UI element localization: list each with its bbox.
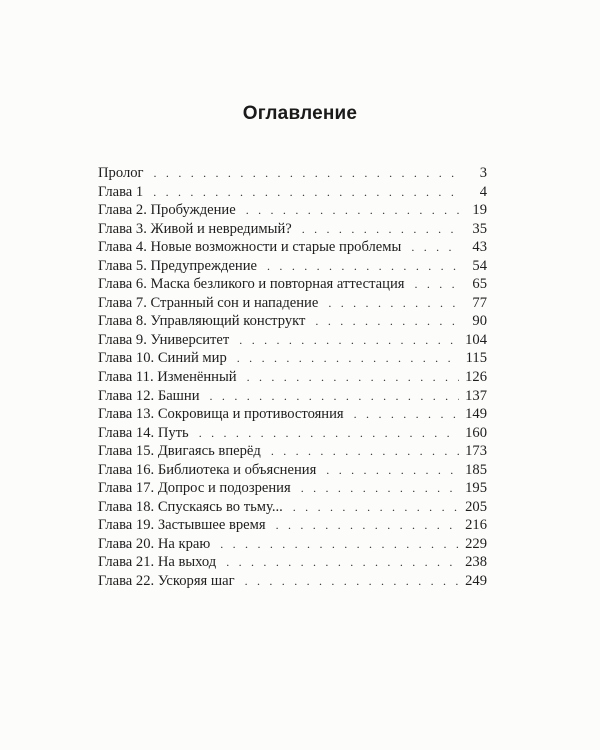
toc-entry-page-number: 185	[465, 461, 487, 478]
table-of-contents	[98, 164, 487, 591]
toc-entry-page-number: 77	[472, 294, 487, 311]
toc-entry	[98, 535, 487, 554]
toc-entry-title: Глава 16. Библиотека и объяснения	[98, 461, 317, 478]
dot-leader	[210, 387, 459, 406]
dot-leader	[246, 201, 459, 220]
dot-leader	[302, 220, 459, 239]
toc-entry	[98, 275, 487, 294]
toc-entry-title: Глава 9. Университет	[98, 331, 230, 348]
toc-entry-page-number: 115	[465, 350, 487, 367]
toc-entry-page-number: 90	[472, 313, 487, 330]
toc-entry-page-number: 19	[472, 202, 487, 219]
toc-entry-title: Глава 7. Странный сон и нападение	[98, 294, 319, 311]
toc-entry-title: Глава 2. Пробуждение	[98, 202, 236, 219]
dot-leader	[301, 479, 459, 498]
toc-entry-title: Глава 5. Предупреждение	[98, 257, 258, 274]
toc-entry	[98, 331, 487, 350]
toc-entry-title: Глава 6. Маска безликого и повторная аттестация	[98, 276, 405, 293]
toc-entry-title: Глава 11. Изменённый	[98, 369, 237, 386]
dot-leader	[328, 294, 459, 313]
toc-entry-page-number: 54	[472, 257, 487, 274]
toc-entry-title: Глава 13. Сокровища и противостояния	[98, 406, 344, 423]
toc-entry-title: Глава 22. Ускоряя шаг	[98, 573, 235, 590]
page-title: Оглавление	[242, 103, 358, 124]
toc-entry-page-number: 43	[472, 239, 487, 256]
dot-leader	[315, 312, 459, 331]
dot-leader	[276, 516, 459, 535]
toc-entry-page-number: 4	[479, 183, 487, 200]
toc-entry-title: Пролог	[98, 165, 144, 181]
toc-entry-page-number: 249	[465, 573, 487, 590]
toc-entry	[98, 349, 487, 368]
toc-entry	[98, 312, 487, 331]
dot-leader	[354, 405, 459, 424]
toc-entry-title: Глава 21. На выход	[98, 554, 217, 571]
toc-entry	[98, 461, 487, 480]
dot-leader	[271, 442, 459, 461]
toc-entry-page-number: 3	[479, 165, 487, 181]
toc-entry-page-number: 216	[465, 517, 487, 534]
dot-leader	[154, 164, 459, 183]
dot-leader	[239, 331, 459, 350]
toc-entry	[98, 387, 487, 406]
toc-entry-title: Глава 17. Допрос и подозрения	[98, 480, 291, 497]
toc-entry	[98, 424, 487, 443]
toc-entry-page-number: 104	[465, 331, 487, 348]
toc-entry	[98, 164, 487, 183]
toc-entry	[98, 201, 487, 220]
toc-entry-title: Глава 3. Живой и невредимый?	[98, 220, 292, 237]
dot-leader	[247, 368, 459, 387]
toc-entry	[98, 553, 487, 572]
toc-entry	[98, 479, 487, 498]
toc-entry-title: Глава 12. Башни	[98, 387, 200, 404]
dot-leader	[237, 349, 459, 368]
toc-entry-title: Глава 1	[98, 183, 144, 200]
toc-entry	[98, 516, 487, 535]
toc-entry	[98, 294, 487, 313]
toc-entry	[98, 238, 487, 257]
toc-entry	[98, 183, 487, 202]
toc-entry-page-number: 238	[465, 554, 487, 571]
toc-entry-page-number: 160	[465, 424, 487, 441]
toc-entry-title: Глава 18. Спускаясь во тьму...	[98, 498, 283, 515]
toc-entry	[98, 572, 487, 591]
toc-entry	[98, 498, 487, 517]
toc-entry-page-number: 137	[465, 387, 487, 404]
dot-leader	[267, 257, 459, 276]
toc-entry-page-number: 195	[465, 480, 487, 497]
toc-entry	[98, 220, 487, 239]
toc-entry-title: Глава 4. Новые возможности и старые проблемы	[98, 239, 402, 256]
toc-entry-title: Глава 8. Управляющий конструкт	[98, 313, 306, 330]
toc-entry	[98, 405, 487, 424]
dot-leader	[245, 572, 459, 591]
dot-leader	[411, 238, 459, 257]
toc-entry-page-number: 126	[465, 369, 487, 386]
dot-leader	[293, 498, 459, 517]
dot-leader	[414, 275, 459, 294]
toc-entry-title: Глава 19. Застывшее время	[98, 517, 266, 534]
dot-leader	[226, 553, 459, 572]
toc-entry-page-number: 173	[465, 443, 487, 460]
toc-entry-page-number: 229	[465, 535, 487, 552]
toc-entry	[98, 257, 487, 276]
toc-entry-title: Глава 15. Двигаясь вперёд	[98, 443, 261, 460]
toc-entry-page-number: 205	[465, 498, 487, 515]
toc-entry-title: Глава 14. Путь	[98, 424, 189, 441]
toc-entry-title: Глава 20. На краю	[98, 535, 211, 552]
dot-leader	[220, 535, 459, 554]
dot-leader	[326, 461, 459, 480]
toc-entry	[98, 442, 487, 461]
toc-entry	[98, 368, 487, 387]
dot-leader	[153, 183, 459, 202]
toc-entry-page-number: 65	[472, 276, 487, 293]
dot-leader	[199, 424, 459, 443]
toc-entry-page-number: 149	[465, 406, 487, 423]
toc-entry-title: Глава 10. Синий мир	[98, 350, 227, 367]
toc-entry-page-number: 35	[472, 220, 487, 237]
